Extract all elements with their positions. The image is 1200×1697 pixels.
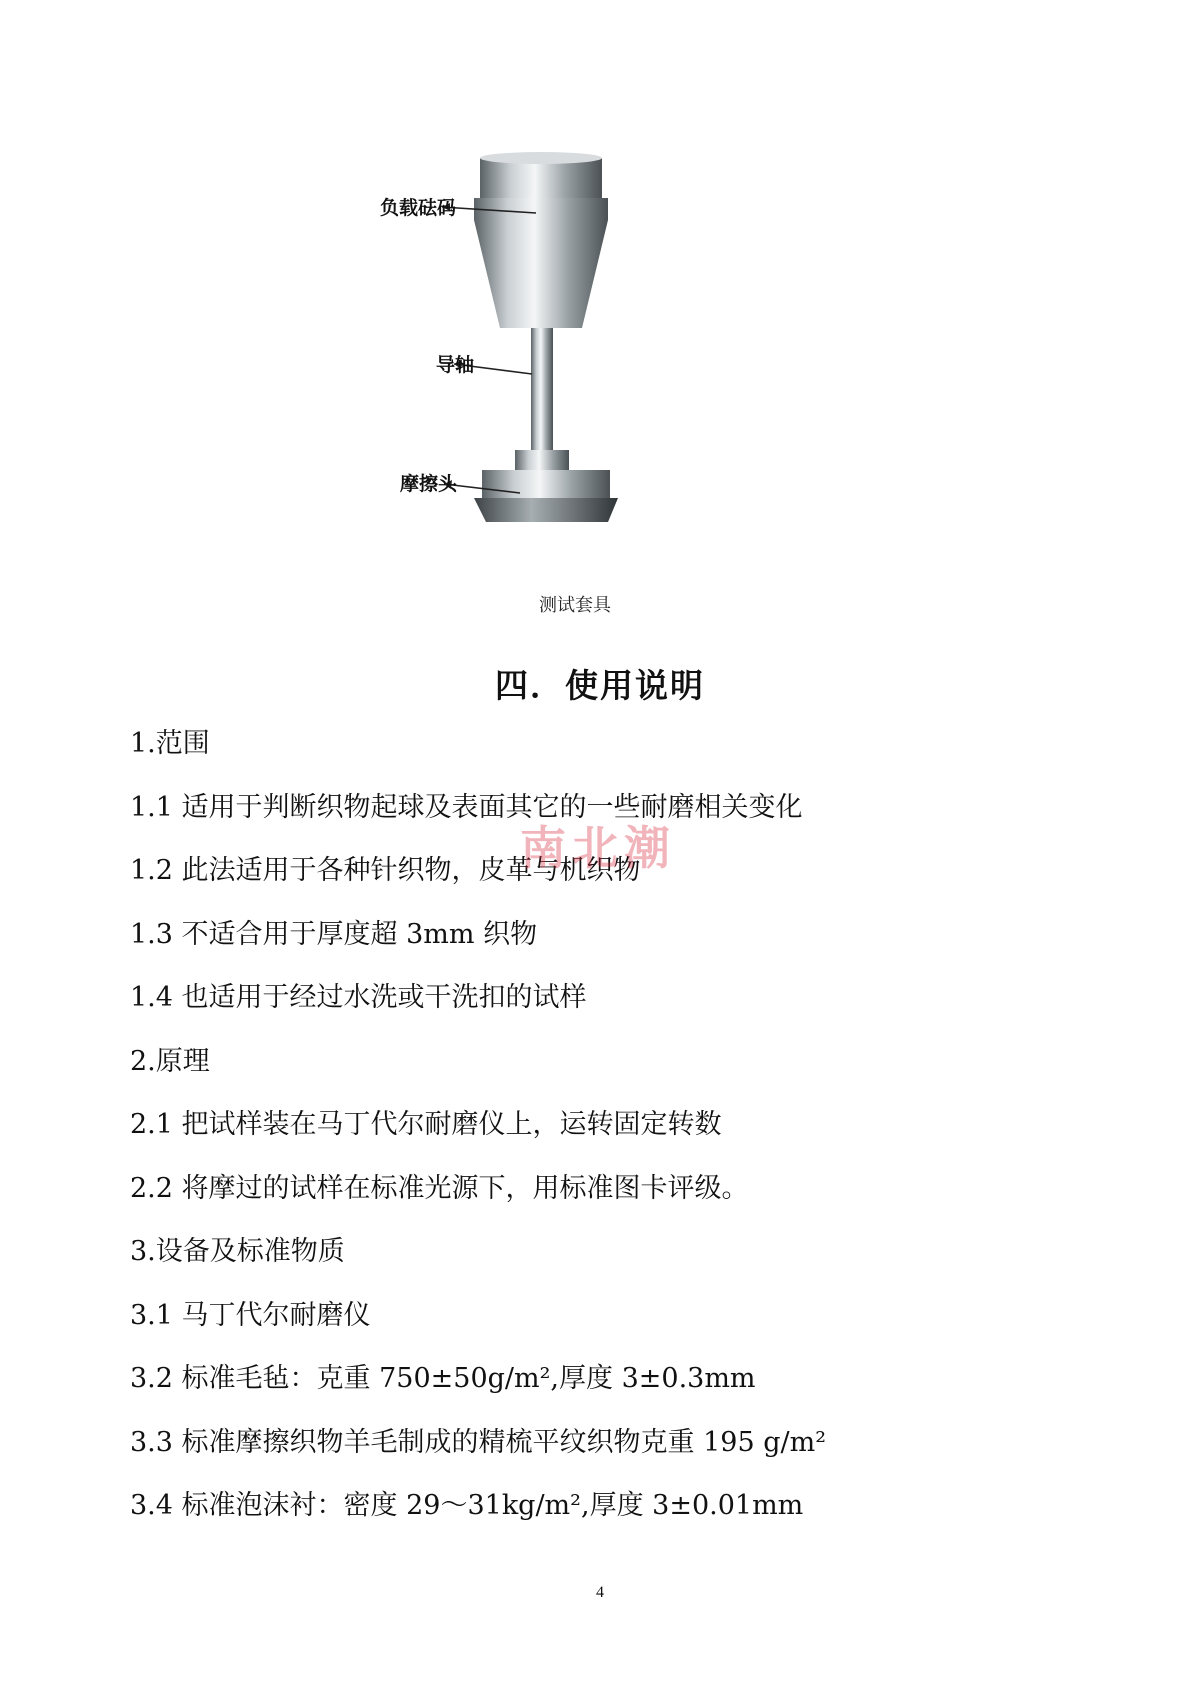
weight-cone [474,220,608,328]
weight-collar [474,198,608,220]
line-2-2: 2.2 将摩过的试样在标准光源下，用标准图卡评级。 [130,1172,749,1204]
line-principle: 2.原理 [130,1045,210,1077]
watermark: 南北潮 [520,821,676,875]
head-base [474,498,618,522]
line-3-4: 3.4 标准泡沫衬：密度 29～31kg/m²,厚度 3±0.01mm [130,1490,804,1521]
line-2-1: 2.1 把试样装在马丁代尔耐磨仪上，运转固定转数 [130,1109,722,1140]
line-1-1: 1.1 适用于判断织物起球及表面其它的一些耐磨相关变化 [130,791,803,823]
line-3-3: 3.3 标准摩擦织物羊毛制成的精梳平纹织物克重 195 g/m² [130,1426,827,1458]
figure-caption: 测试套具 [539,595,611,616]
test-kit-figure [360,150,700,590]
line-1-2: 1.2 此法适用于各种针织物，皮革与机织物 [130,855,641,886]
line-scope: 1.范围 [130,728,210,759]
line-1-4: 1.4 也适用于经过水洗或干洗扣的试样 [130,982,587,1013]
test-kit-illustration [360,150,700,590]
line-3-2: 3.2 标准毛毡：克重 750±50g/m²,厚度 3±0.3mm [130,1363,756,1394]
section-title: 四．使用说明 [495,666,705,705]
head-body [482,470,610,500]
label-weight: 负载砝码 [380,197,457,219]
line-3-1: 3.1 马丁代尔耐磨仪 [130,1299,371,1331]
guide-shaft [531,328,553,456]
label-shaft: 导轴 [436,354,475,376]
line-1-3: 1.3 不适合用于厚度超 3mm 织物 [130,918,538,950]
head-collar [515,450,569,472]
label-rubbing-head: 摩擦头 [400,473,458,495]
line-equipment: 3.设备及标准物质 [130,1236,345,1267]
weight-top-face [480,152,602,164]
page-number: 4 [596,1584,604,1601]
